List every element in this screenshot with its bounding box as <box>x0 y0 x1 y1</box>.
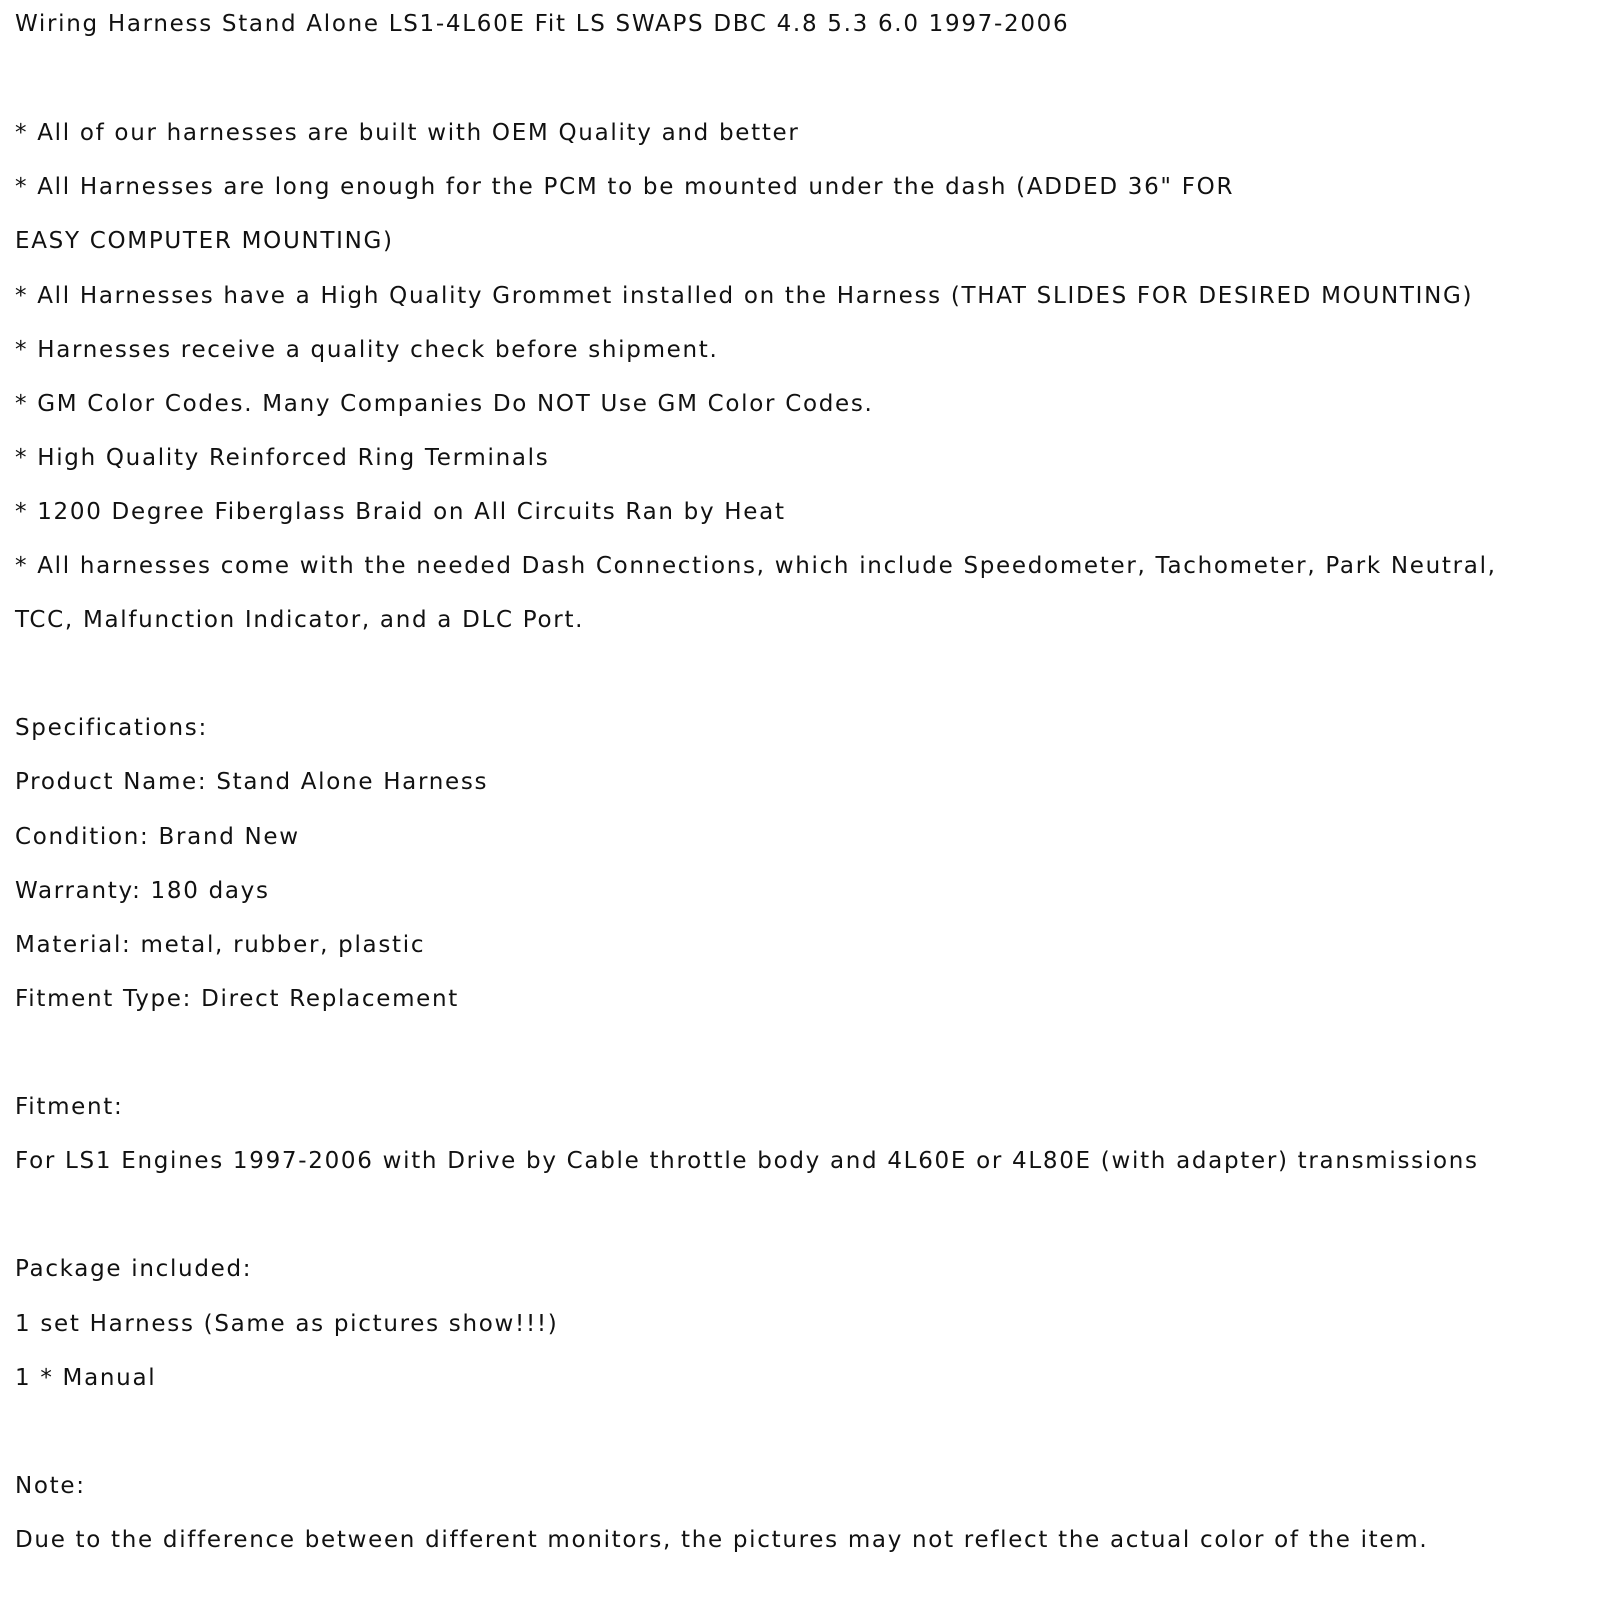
feature-line-continuation: EASY COMPUTER MOUNTING) <box>15 228 394 254</box>
note-text: Due to the difference between different monitors, the pictures may not reflect the actual color of the item. <box>15 1527 1429 1553</box>
note-heading: Note: <box>15 1473 86 1499</box>
spec-product-name: Product Name: Stand Alone Harness <box>15 769 489 795</box>
spec-fitment-type: Fitment Type: Direct Replacement <box>15 986 460 1012</box>
fitment-heading: Fitment: <box>15 1094 124 1120</box>
package-item: 1 * Manual <box>15 1365 157 1391</box>
feature-line: * All Harnesses have a High Quality Grommet installed on the Harness (THAT SLIDES FOR DESIRED MOUNTING) <box>15 283 1474 309</box>
package-heading: Package included: <box>15 1256 253 1282</box>
feature-line: * All harnesses come with the needed Dash Connections, which include Speedometer, Tachometer, Park Neutral, <box>15 553 1497 579</box>
package-item: 1 set Harness (Same as pictures show!!!) <box>15 1311 559 1337</box>
feature-line: * All Harnesses are long enough for the PCM to be mounted under the dash (ADDED 36" FOR <box>15 174 1235 200</box>
feature-line: * 1200 Degree Fiberglass Braid on All Circuits Ran by Heat <box>15 499 786 525</box>
feature-line: * High Quality Reinforced Ring Terminals <box>15 445 550 471</box>
feature-line: * All of our harnesses are built with OEM Quality and better <box>15 120 800 146</box>
specifications-heading: Specifications: <box>15 715 208 741</box>
spec-condition: Condition: Brand New <box>15 824 300 850</box>
feature-line: * GM Color Codes. Many Companies Do NOT Use GM Color Codes. <box>15 391 874 417</box>
feature-line: * Harnesses receive a quality check before shipment. <box>15 337 719 363</box>
feature-line-continuation: TCC, Malfunction Indicator, and a DLC Port. <box>15 607 585 633</box>
fitment-text: For LS1 Engines 1997-2006 with Drive by Cable throttle body and 4L60E or 4L80E (with adapter) transmissions <box>15 1148 1479 1174</box>
spec-warranty: Warranty: 180 days <box>15 878 270 904</box>
product-title: Wiring Harness Stand Alone LS1-4L60E Fit LS SWAPS DBC 4.8 5.3 6.0 1997-2006 <box>15 11 1070 37</box>
spec-material: Material: metal, rubber, plastic <box>15 932 426 958</box>
